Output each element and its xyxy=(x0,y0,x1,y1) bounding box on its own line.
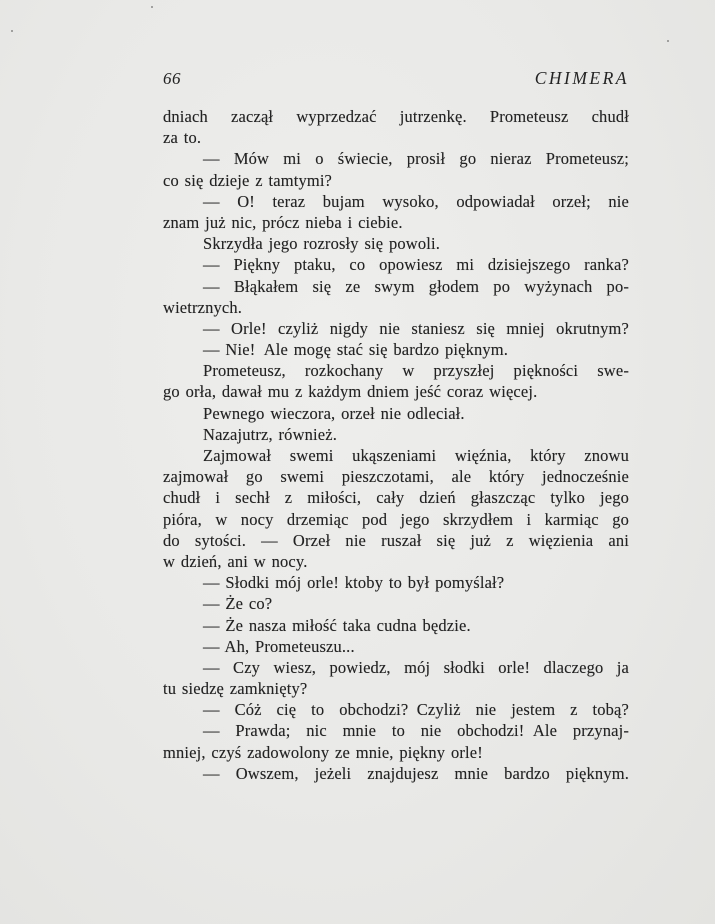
text-line: — Mów mi o świecie, prosił go nieraz Prometeusz; xyxy=(203,149,629,169)
text-line: — Piękny ptaku, co opowiesz mi dzisiejszego ranka? xyxy=(203,255,629,275)
text-line: za to. xyxy=(163,128,202,148)
scan-speck xyxy=(151,6,153,8)
text-line: — Że nasza miłość taka cudna będzie. xyxy=(203,615,471,635)
text-line: mniej, czyś zadowolony ze mnie, piękny orle! xyxy=(163,742,483,762)
text-line: znam już nic, prócz nieba i ciebie. xyxy=(163,212,403,232)
journal-title: CHIMERA xyxy=(534,68,629,88)
text-block xyxy=(163,106,629,784)
text-line: — Błąkałem się ze swym głodem po wyżynach po- xyxy=(203,276,629,296)
text-line: — Prawda; nic mnie to nie obchodzi! Ale przynaj- xyxy=(203,721,629,741)
text-line: — Ah, Prometeuszu... xyxy=(203,636,355,656)
text-line: Zajmował swemi ukąszeniami więźnia, który znowu xyxy=(203,446,629,465)
text-line: — Nie! Ale mogę stać się bardzo pięknym. xyxy=(203,340,509,360)
text-line: — Orle! czyliż nigdy nie staniesz się mniej okrutnym? xyxy=(203,318,629,338)
text-line: Nazajutrz, również. xyxy=(203,424,337,444)
text-line: — Cóż cię to obchodzi? Czyliż nie jestem z tobą? xyxy=(203,700,629,720)
scan-speck xyxy=(667,40,669,42)
text-line: co się dzieje z tamtymi? xyxy=(163,170,333,190)
text-line: Prometeusz, rozkochany w przyszłej piękności swe- xyxy=(203,361,629,381)
scan-speck xyxy=(11,30,13,32)
page-number: 66 xyxy=(163,69,181,88)
text-line: pióra, w nocy drzemiąc pod jego skrzydłem i karmiąc go xyxy=(163,509,629,529)
text-line: w dzień, ani w nocy. xyxy=(163,551,308,571)
text-line: zajmował go swemi pieszczotami, ale który jednocześnie xyxy=(163,467,629,487)
page-header xyxy=(163,68,629,89)
text-line: Pewnego wieczora, orzeł nie odleciał. xyxy=(203,403,465,423)
text-line: Skrzydła jego rozrosły się powoli. xyxy=(203,234,441,254)
text-line: do sytości. — Orzeł nie ruszał się już z więzienia ani xyxy=(163,530,629,550)
text-line: — Słodki mój orle! ktoby to był pomyślał? xyxy=(203,573,505,593)
text-line: wietrznych. xyxy=(163,297,243,317)
text-line: — Owszem, jeżeli znajdujesz mnie bardzo pięknym. xyxy=(203,763,629,783)
text-line: — O! teraz bujam wysoko, odpowiadał orzeł; nie xyxy=(203,191,629,211)
text-line: — Że co? xyxy=(203,594,273,614)
text-line: chudł i sechł z miłości, cały dzień głaszcząc tylko jego xyxy=(163,488,629,508)
text-line: — Czy wiesz, powiedz, mój słodki orle! dlaczego ja xyxy=(203,657,629,677)
text-line: dniach zaczął wyprzedzać jutrzenkę. Prometeusz chudł xyxy=(163,107,629,126)
text-line: tu siedzę zamknięty? xyxy=(163,679,308,699)
text-line: go orła, dawał mu z każdym dniem jeść coraz więcej. xyxy=(163,382,538,402)
